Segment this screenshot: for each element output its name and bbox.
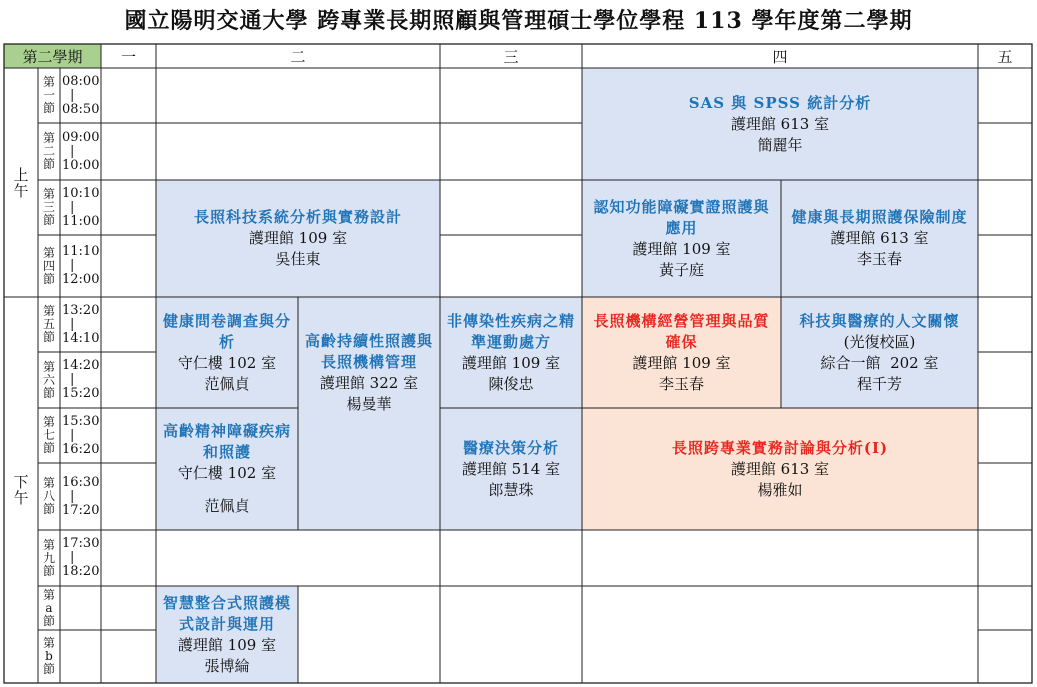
period-label bbox=[38, 463, 60, 530]
course-teacher: 楊雅如 bbox=[757, 480, 803, 499]
period-start: 08:00 bbox=[62, 73, 100, 89]
course-name: SAS 與 SPSS 統計分析 bbox=[688, 93, 872, 112]
course-teacher: 黃子庭 bbox=[658, 260, 704, 279]
period-end: 08:50 bbox=[62, 101, 100, 117]
course-room: 護理館 613 室 bbox=[830, 229, 929, 247]
period-label-text: 第一節 bbox=[42, 75, 55, 115]
time-sep: | bbox=[70, 488, 75, 504]
time-sep: | bbox=[70, 316, 75, 332]
course-teacher: 楊曼華 bbox=[346, 395, 392, 413]
course-room: 護理館 109 室 bbox=[177, 635, 277, 654]
course-name: 健康問卷調查與分析 bbox=[162, 311, 291, 351]
half-morning bbox=[4, 68, 38, 297]
course-name: 長照機構經營管理與品質確保 bbox=[593, 311, 770, 351]
course-name: 認知功能障礙實證照護與應用 bbox=[593, 197, 770, 237]
course-block bbox=[582, 180, 781, 297]
course-room: 護理館 613 室 bbox=[730, 459, 830, 478]
course-block bbox=[156, 586, 298, 683]
period-end: 16:20 bbox=[62, 441, 100, 457]
period-label-text: 第四節 bbox=[42, 245, 55, 286]
course-block bbox=[582, 68, 978, 180]
period-label-text: 第七節 bbox=[42, 415, 55, 455]
course-teacher: 張博綸 bbox=[204, 656, 250, 675]
time-sep: | bbox=[70, 258, 75, 273]
course-block bbox=[156, 180, 440, 297]
course-teacher: 簡麗年 bbox=[757, 135, 803, 154]
course-block bbox=[440, 297, 582, 408]
period-time bbox=[60, 235, 101, 297]
period-label-text: 第二節 bbox=[42, 131, 55, 171]
period-label-text: 第五節 bbox=[42, 304, 55, 344]
course-teacher: 范佩貞 bbox=[204, 497, 250, 515]
period-label-text: 第b節 bbox=[42, 636, 55, 676]
period-label bbox=[38, 586, 60, 630]
period-time bbox=[60, 180, 101, 235]
day-header-wed: 三 bbox=[503, 47, 519, 66]
period-time bbox=[60, 352, 101, 408]
course-block bbox=[156, 297, 298, 408]
period-start: 16:30 bbox=[62, 474, 100, 490]
period-end: 18:20 bbox=[62, 564, 100, 579]
half-afternoon-label: 下午 bbox=[13, 473, 29, 507]
period-label-text: 第六節 bbox=[42, 359, 55, 400]
course-room: 護理館 109 室 bbox=[248, 229, 348, 247]
course-name: 科技與醫療的人文關懷 bbox=[799, 311, 960, 330]
course-room: 守仁樓 102 室 bbox=[177, 353, 277, 372]
period-label bbox=[38, 68, 60, 123]
period-label bbox=[38, 180, 60, 235]
course-block bbox=[781, 297, 978, 408]
course-room: 守仁樓 102 室 bbox=[177, 464, 277, 482]
course-block bbox=[582, 297, 781, 408]
day-header-mon: 一 bbox=[120, 47, 136, 66]
course-teacher: 程千芳 bbox=[856, 374, 902, 393]
course-block bbox=[582, 408, 978, 530]
course-block bbox=[781, 180, 978, 297]
course-name: 高齡精神障礙疾病和照護 bbox=[162, 422, 291, 461]
day-header-tue: 二 bbox=[290, 47, 306, 66]
course-room: 護理館 613 室 bbox=[730, 114, 830, 133]
course-room: 護理館 109 室 bbox=[632, 239, 731, 258]
course-teacher: 陳俊忠 bbox=[488, 374, 534, 393]
course-room: 護理館 514 室 bbox=[461, 459, 561, 478]
period-label bbox=[38, 630, 60, 683]
course-room: 護理館 109 室 bbox=[461, 353, 561, 372]
course-name: 醫療決策分析 bbox=[462, 438, 559, 457]
period-end: 15:20 bbox=[62, 386, 100, 401]
course-teacher: 李玉春 bbox=[856, 250, 902, 268]
course-room: 綜合一館 202 室 bbox=[820, 353, 939, 372]
page-title: 國立陽明交通大學 跨專業長期照顧與管理碩士學位學程 113 學年度第二學期 bbox=[124, 8, 913, 34]
period-label bbox=[38, 530, 60, 586]
day-header-thu: 四 bbox=[772, 47, 788, 66]
course-teacher: 吳佳東 bbox=[275, 250, 321, 268]
period-label-text: 第a節 bbox=[42, 587, 55, 628]
period-end: 17:20 bbox=[62, 502, 100, 518]
half-morning-label: 上午 bbox=[13, 165, 29, 200]
period-label-text: 第三節 bbox=[42, 187, 55, 227]
time-sep: | bbox=[70, 372, 75, 387]
period-label bbox=[38, 297, 60, 352]
course-teacher: 范佩貞 bbox=[204, 374, 250, 393]
period-start: 15:30 bbox=[62, 413, 100, 429]
course-name: 長照科技系統分析與實務設計 bbox=[193, 208, 402, 226]
period-start: 17:30 bbox=[62, 536, 100, 551]
course-name: 長照跨專業實務討論與分析(I) bbox=[671, 438, 889, 457]
period-label bbox=[38, 235, 60, 297]
period-start: 13:20 bbox=[62, 302, 100, 318]
period-end: 14:10 bbox=[62, 330, 100, 346]
period-label-text: 第九節 bbox=[42, 537, 55, 578]
period-start: 11:10 bbox=[62, 244, 100, 259]
period-start: 14:20 bbox=[62, 358, 100, 373]
period-label bbox=[38, 352, 60, 408]
period-time bbox=[60, 297, 101, 352]
course-block bbox=[298, 297, 440, 530]
period-time bbox=[60, 463, 101, 530]
period-end: 10:00 bbox=[62, 157, 100, 173]
course-block bbox=[156, 408, 298, 530]
period-time bbox=[60, 530, 101, 586]
course-room: 護理館 109 室 bbox=[632, 353, 731, 372]
period-end: 11:00 bbox=[62, 213, 100, 229]
course-name: 高齡持續性照護與長照機構管理 bbox=[304, 332, 433, 371]
semester-header: 第二學期 bbox=[22, 47, 83, 66]
period-time bbox=[60, 123, 101, 180]
course-block bbox=[440, 408, 582, 530]
period-label bbox=[38, 123, 60, 180]
period-label bbox=[38, 408, 60, 463]
time-sep: | bbox=[70, 87, 75, 103]
period-time bbox=[60, 68, 101, 123]
course-campus: (光復校區) bbox=[843, 332, 916, 351]
period-time bbox=[60, 408, 101, 463]
course-teacher: 郎慧珠 bbox=[488, 480, 534, 499]
time-sep: | bbox=[70, 550, 75, 565]
time-sep: | bbox=[70, 427, 75, 443]
course-teacher: 李玉春 bbox=[658, 374, 704, 393]
course-name: 智慧整合式照護模式設計與運用 bbox=[162, 593, 291, 633]
period-start: 09:00 bbox=[62, 129, 100, 145]
course-room: 護理館 322 室 bbox=[319, 374, 419, 392]
time-sep: | bbox=[70, 143, 75, 159]
period-label-text: 第八節 bbox=[42, 476, 55, 516]
half-afternoon bbox=[4, 297, 38, 683]
course-name: 非傳染性疾病之精準運動處方 bbox=[446, 311, 575, 351]
period-start: 10:10 bbox=[62, 185, 100, 201]
period-end: 12:00 bbox=[62, 272, 100, 287]
time-sep: | bbox=[70, 199, 75, 215]
course-name: 健康與長期照護保險制度 bbox=[791, 208, 968, 226]
day-header-fri: 五 bbox=[997, 47, 1013, 66]
